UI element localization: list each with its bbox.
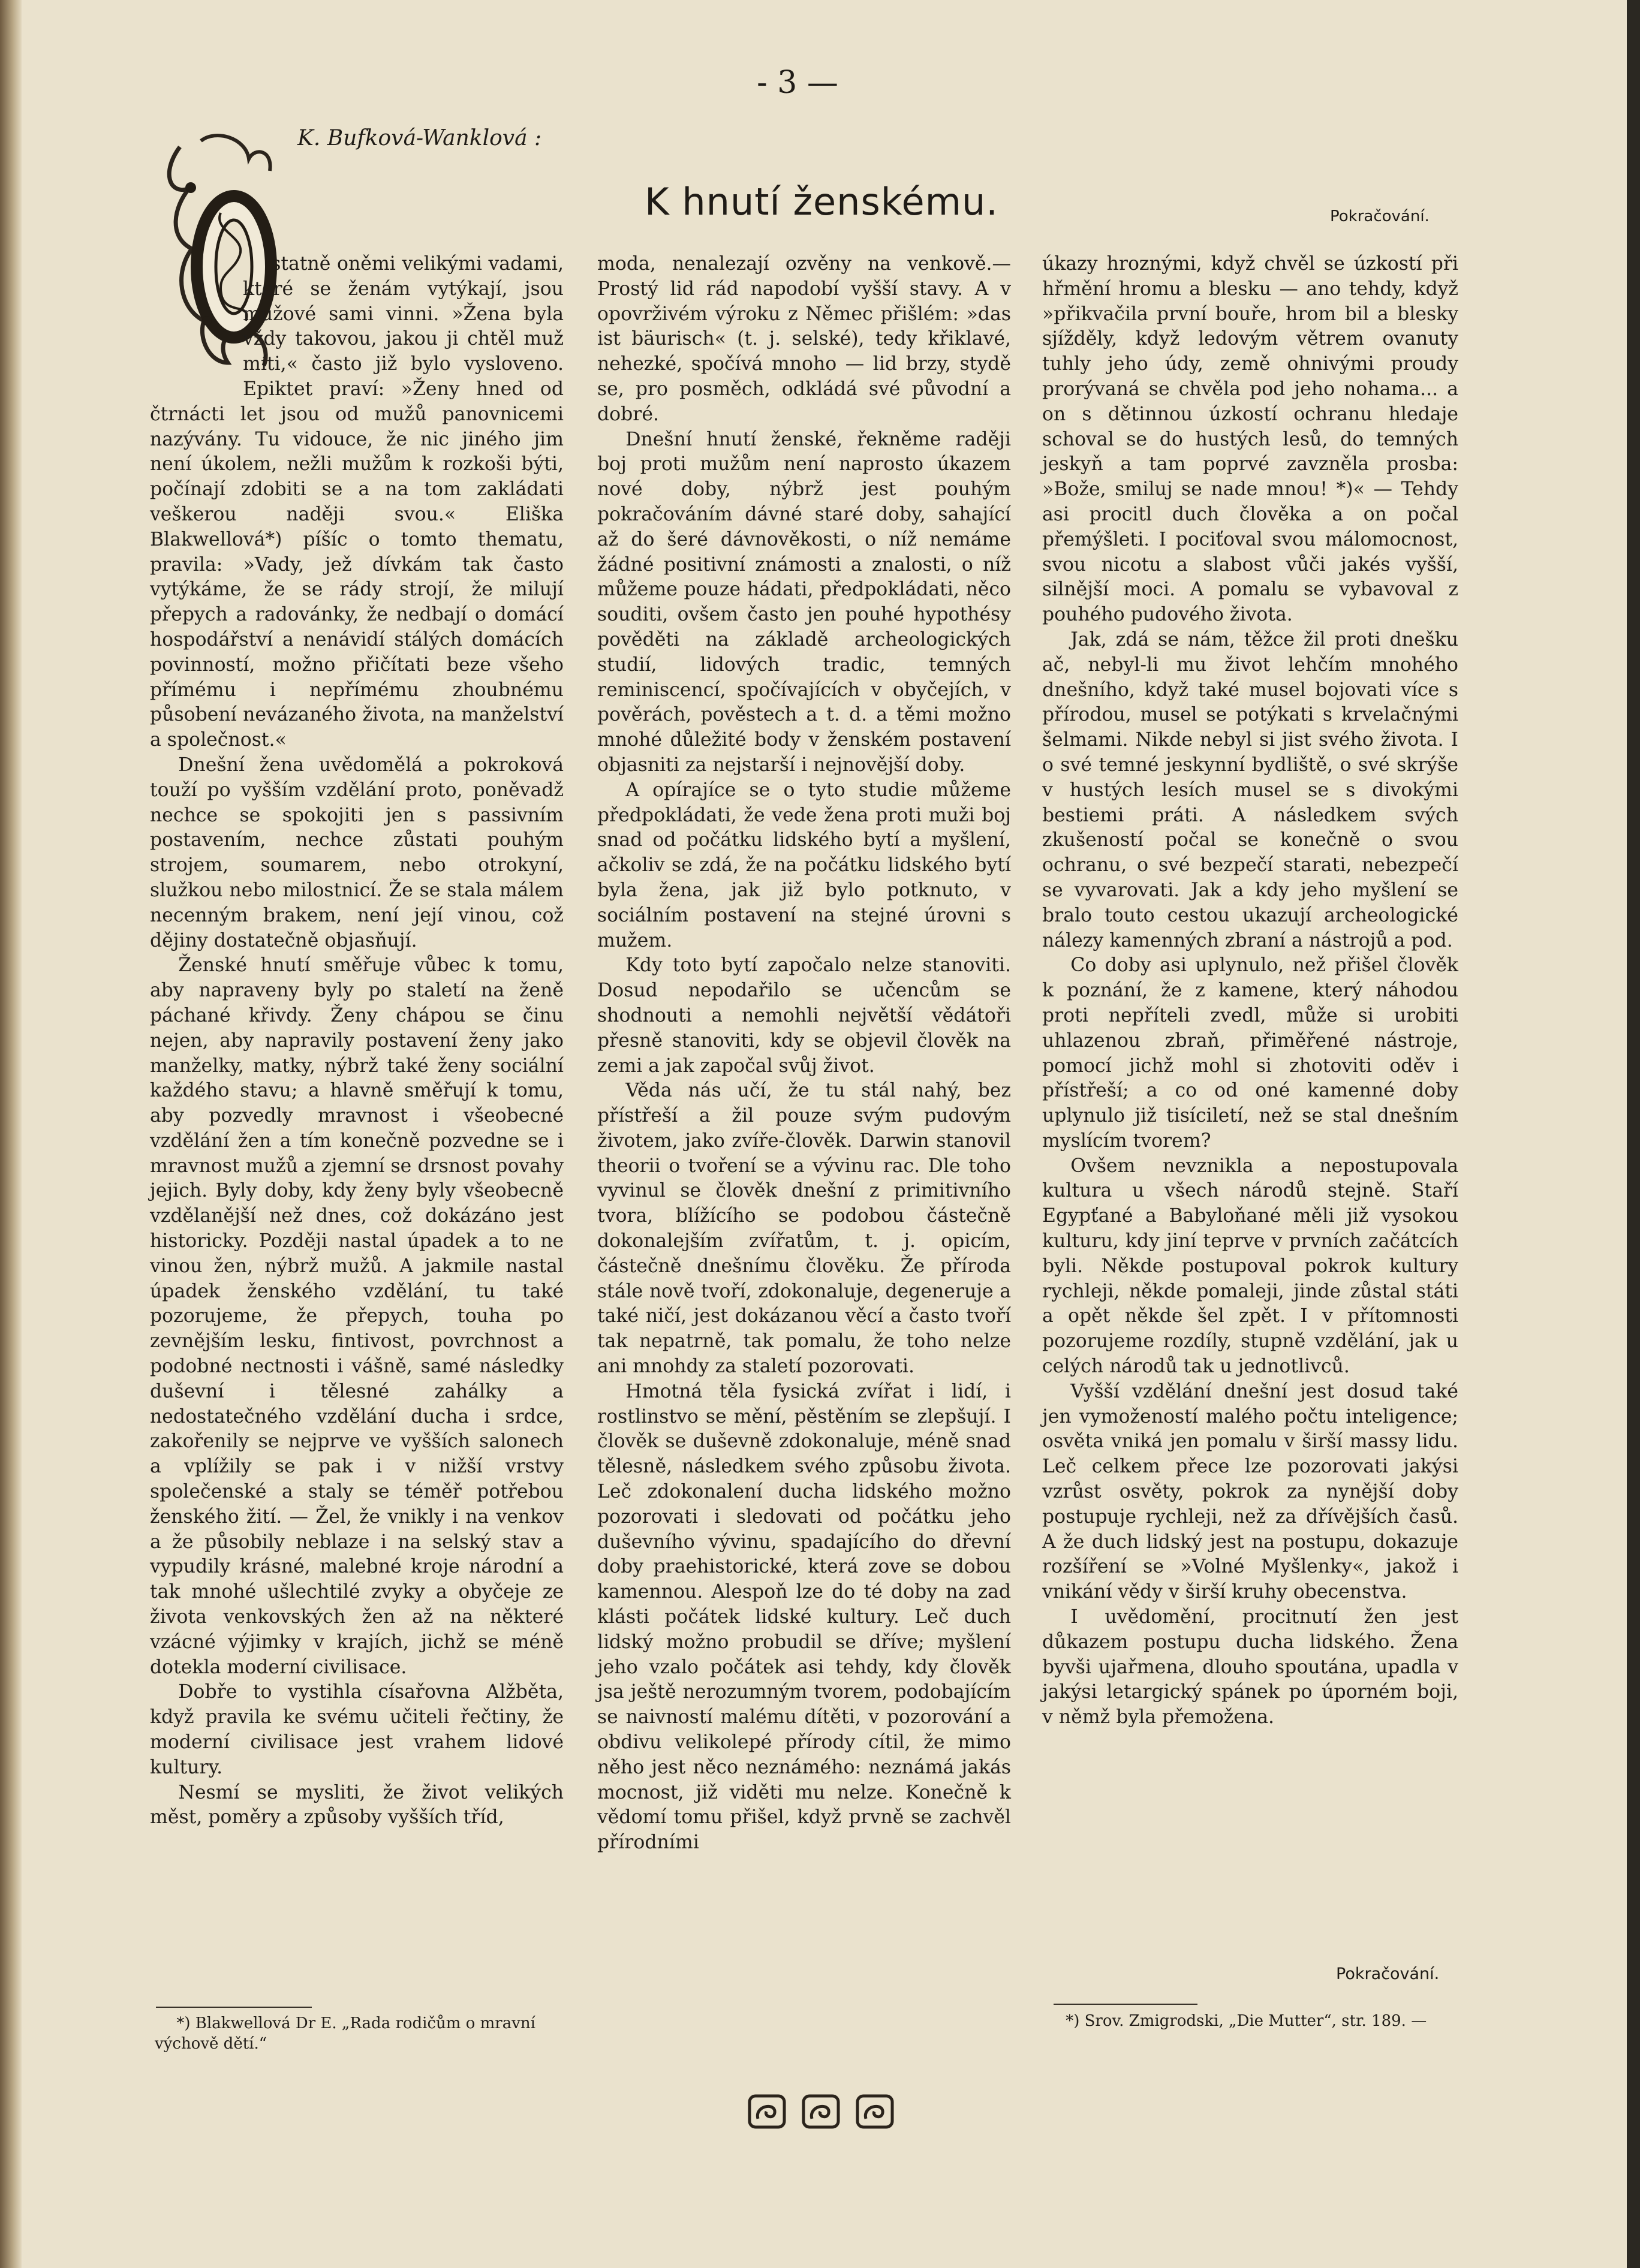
continued-note-bottom: Pokračování. xyxy=(1336,1965,1440,1983)
continued-note-top: Pokračování. xyxy=(1330,207,1430,225)
footnote-3: *) Srov. Zmigrodski, „Die Mutter“, str. 189. — xyxy=(1066,2012,1427,2030)
footnote-rule-1 xyxy=(156,2007,312,2008)
initial-letter-text: O xyxy=(233,280,234,281)
paragraph: Kdy toto bytí započalo nelze stanoviti. Dosud nepodařilo se učencům se shodnouti a nemohli největší vědátoři přesně stanoviti, kdy se objevil člověk na zemi a jak započal svůj život. xyxy=(597,954,1011,1077)
paragraph: Jak, zdá se nám, těžce žil proti dnešku ač, nebyl-li mu život lehčím mnohého dnešního, když také musel bojovati více s přírodou, musel se potýkati s krvelačnými šelmami. Nikde nebyl si jist svého života. I o své temné jeskynní bydliště, o své skrýše v hustých lesích musel se s divokými bestiemi práti. A následkem svých zkušeností počal se konečně o svou ochranu, o své bezpečí starati, nebezpečí se vyvarovati. Jak a kdy jeho myšlení se bralo touto cestou ukazují archeologické nálezy kamenných zbraní a nástrojů a pod. xyxy=(1042,628,1458,951)
column-3 xyxy=(1042,252,1458,1730)
binding-gutter xyxy=(0,0,22,2268)
paragraph: Dnešní žena uvědomělá a pokroková touží po vyšším vzdělání proto, poněvadž nechce se spokojiti jen s passivním postavením, nechce zůstati pouhým strojem, soumarem, nebo otrokyní, služkou nebo milostnicí. Že se stala málem necenným brakem, není její vinou, což dějiny dostatečně objasňují. xyxy=(150,754,564,951)
paragraph: Co doby asi uplynulo, než přišel člověk k poznání, že z kamene, který náhodou proti nepříteli zvedl, může si urobiti uhlazenou zbraň, přiměřené nástroje, pomocí jichž mohl si zhotoviti oděv i přístřeší; a co od oné kamenné doby uplynulo již tisíciletí, než se stal dnešním myslícím tvorem? xyxy=(1042,954,1458,1152)
paragraph: Ženské hnutí směřuje vůbec k tomu, aby napraveny byly po staletí na ženě páchané křivdy. Ženy chápou se činu nejen, aby napravily postavení ženy jako manželky, matky, nýbrž také ženy sociální každého stavu; a hlavně směřují k tomu, aby pozvedly mravnost i všeobecné vzdělání žen a tím konečně pozvedne se i mravnost mužů a zjemní se drsnost povahy jejich. Byly doby, kdy ženy byly všeobecně vzdělanější než dnes, což dokázáno jest historicky. Později nastal úpadek a to ne vinou žen, nýbrž mužů. A jakmile nastal úpadek ženského vzdělání, tu také pozorujeme, že přepych, touha po zevnějším lesku, fintivost, povrchnost a podobné nectnosti i vášně, samé následky duševní i tělesné zahálky a nedostatečného vzdělání ducha i srdce, zakořenily se nejprve ve vyšších salonech a vplížily se pak i v nižší vrstvy společenské a staly se téměř potřebou ženského žití. — Žel, že vnikly i na venkov a že působily neblaze i na selský stav a vypudily krásné, malebné kroje národní a tak mnohé ušlechtilé zvyky a obyčeje ze života venkovských žen až na některé vzácné výjimky v krajích, jichž se méně dotekla moderní civilisace. xyxy=(150,954,564,1678)
paragraph: statně oněmi velikými vadami, které se ženám vytýkají, jsou mužové sami vinni. »Žena byla vždy takovou, jakou ji chtěl muž míti,« často již bylo vysloveno. Epiktet praví: »Ženy hned od čtrnácti let jsou od mužů panovnicemi nazývány. Tu vidouce, že nic jiného jim není úkolem, nežli mužům k rozkoši býti, počínají zdobiti se a na tom zakládati veškerou naději svou.« Eliška Blakwellová*) píšíc o tomto thematu, pravila: »Vady, jež dívkám tak často vytýkáme, že se rády strojí, že milují přepych a radovánky, že nedbají o domácí hospodářství a nenávidí stálých domácích povinností, možno přičítati beze všeho přímému i nepřímému zhoubnému působení nevázaného života, na manželství a společnost.« xyxy=(150,253,564,751)
paragraph: Dnešní hnutí ženské, řekněme raději boj proti mužům není naprosto úkazem nové doby, nýbrž jest pouhým pokračováním dávné staré doby, sahající až do šeré dávnověkosti, o níž nemáme žádné positivní známosti a znalosti, o níž můžeme pouze hádati, předpokládati, něco souditi, ovšem často jen pouhé hypothésy pověděti na základě archeologických studií, lidových tradic, temných reminiscencí, spočívajících v obyčejích, v pověrách, pověstech a t. d. a těmi možno mnohé důležité body v ženském postavení objasniti za nejstarší i nejnovější doby. xyxy=(597,428,1011,776)
paragraph: I uvědomění, procitnutí žen jest důkazem postupu ducha lidského. Žena byvši ujařmena, dlouho spoutána, upadla v jakýsi letargický spánek po úporném boji, v němž byla přemožena. xyxy=(1042,1606,1458,1728)
paragraph: úkazy hroznými, když chvěl se úzkostí při hřmění hromu a blesku — ano tehdy, když »přikvačila první bouře, hrom bil a blesky sjížděly, když ledovým větrem ovanuty tuhly jeho údy, země ohnivými proudy prorývaná se chvěla pod jeho nohama... a on s dětinnou úzkostí ochranu hledaje schoval se do hustých lesů, do temných jeskyň a tam poprvé zavzněla prosba: »Bože, smiluj se nade mnou! *)« — Tehdy asi procitl duch člověka a on počal přemýšleti. I pociťoval svou málomocnost, svou nicotu a slabost vůči jakés vyšší, silnější moci. A pomalu se vybavoval z pouhého pudového života. xyxy=(1042,253,1458,626)
column-2 xyxy=(597,252,1011,1856)
footnote-1: *) Blakwellová Dr E. „Rada rodičům o mravní výchově dětí.“ xyxy=(155,2014,535,2053)
paragraph: Dobře to vystihla císařovna Alžběta, když pravila ke svému učiteli řečtiny, že moderní civilisace jest vrahem lidové kultury. xyxy=(150,1681,564,1778)
paragraph: Hmotná těla fysická zvířat i lidí, i rostlinstvo se mění, pěstěním se zlepšují. I člověk se duševně zdokonaluje, méně snad tělesně, následkem svého způsobu života. Leč zdokonalení ducha lidského možno pozorovati i sledovati od počátku jeho duševního vývinu, spadajícího do dřevní doby praehistorické, která zove se dobou kamennou. Alespoň lze do té doby na zad klásti počátek lidské kultury. Leč duch lidský možno probudil se dříve; myšlení jeho vzalo počátek asi tehdy, kdy člověk jsa ještě nerozumným tvorem, podobajícím se naivností malému dítěti, v pozorování a obdivu velikolepé přírody cítil, že mimo něho jest něco neznámého: neznámá jakás mocnost, již viděti mu nelze. Konečně k vědomí tomu přišel, když prvně se zachvěl přírodními xyxy=(597,1380,1011,1854)
paragraph: A opírajíce se o tyto studie můžeme předpokládati, že vede žena proti muži boj snad od počátku lidského bytí a myšlení, ačkoliv se zdá, že na počátku lidského bytí byla žena, jak již bylo potknuto, v sociálním postavení na stejné úrovni s mužem. xyxy=(597,779,1011,951)
paragraph: Ovšem nevznikla a nepostupovala kultura u všech národů stejně. Staří Egypťané a Babyloňané měli již vysokou kulturu, kdy jiní teprve v prvních začátcích byli. Někde postupoval pokrok kultury rychleji, někde pomaleji, jinde zůstal státi a opět někde šel zpět. I v přítomnosti pozorujeme rozdíly, stupně vzdělání, jak u celých národů tak u jednotlivců. xyxy=(1042,1155,1458,1378)
paragraph: Věda nás učí, že tu stál nahý, bez přístřeší a žil pouze svým pudovým životem, jako zvíře-člověk. Darwin stanovil theorii o tvoření se a vývinu rac. Dle toho vyvinul se člověk dnešní z primitivního tvora, blížícího se podobou částečně dokonalejším zvířatům, t. j. opicím, částečně dnešnímu člověku. Že příroda stále nově tvoří, zdokonaluje, degeneruje a také ničí, jest dokázanou věcí a často tvoří tak nepatrně, tak pomalu, že toho nelze ani mnohdy za staletí pozorovati. xyxy=(597,1080,1011,1378)
column-1 xyxy=(150,252,564,1830)
author-name: K. Bufková-Wanklová : xyxy=(297,126,542,150)
article-title: K hnutí ženskému. xyxy=(644,180,998,224)
paragraph: Nesmí se mysliti, že život velikých měst, poměry a způsoby vyšších tříd, xyxy=(150,1781,564,1829)
page-number: - 3 — xyxy=(757,65,838,101)
page-edge xyxy=(1627,0,1640,2268)
paragraph: moda, nenalezají ozvěny na venkově.— Prostý lid rád napodobí vyšší stavy. A v opovrživém výroku z Němec přišlém: »das ist bäurisch« (t. j. selské), tedy křiklavé, nehezké, spočívá mnoho — lid brzy, stydě se, pro posměch, odkládá své původní a dobré. xyxy=(597,253,1011,425)
ornament-icon xyxy=(746,2092,896,2131)
paragraph: Vyšší vzdělání dnešní jest dosud také jen vymožeností malého počtu inteligence; osvěta vniká jen pomalu v širší massy lidu. Leč celkem přece lze pozorovati jakýsi vzrůst osvěty, pokrok za nynější doby postupuje rychleji, než za dřívějších časů. A že duch lidský jest na postupu, dokazuje rozšíření se »Volné Myšlenky«, jakož i vnikání vědy v širší kruhy obecenstva. xyxy=(1042,1380,1458,1603)
footnote-rule-3 xyxy=(1054,2004,1197,2005)
